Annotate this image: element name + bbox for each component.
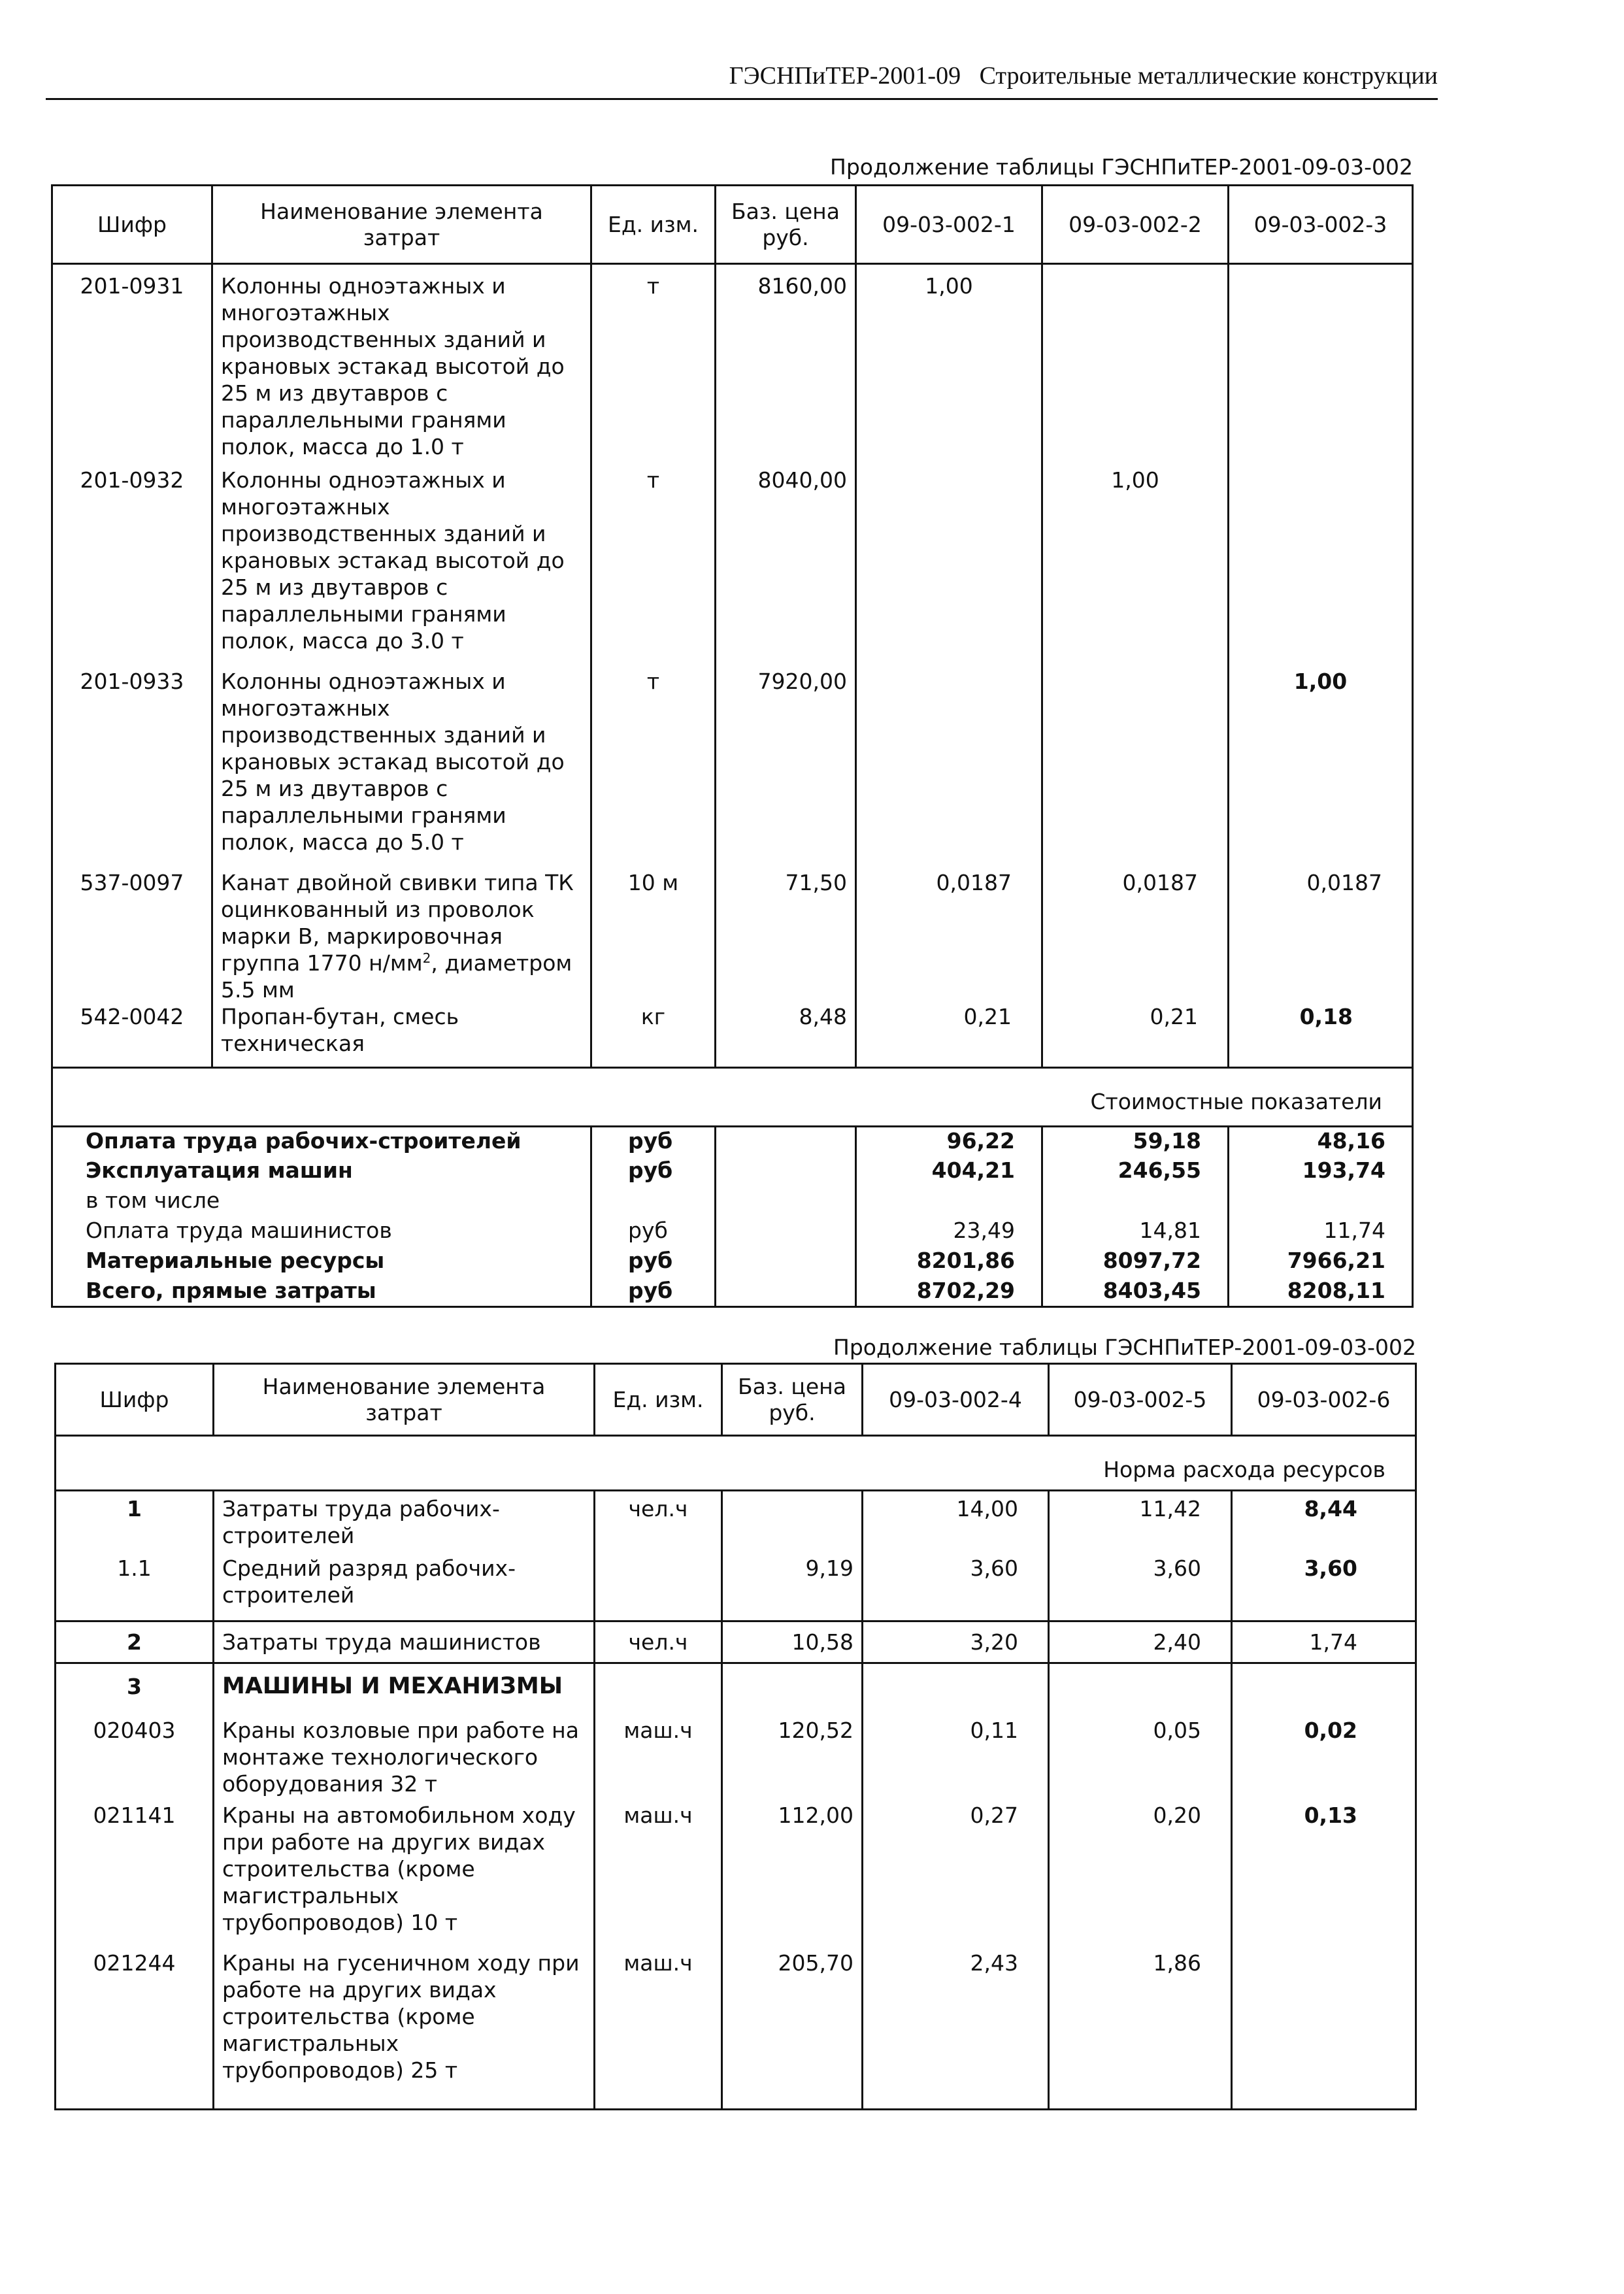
row-code: 201-0933 (52, 668, 212, 869)
table-row (56, 1950, 1416, 2110)
row-unit: маш.ч (595, 1950, 722, 2110)
cost-empty (716, 1217, 856, 1247)
cost-value-2: 246,55 (1042, 1157, 1229, 1187)
cost-empty (716, 1157, 856, 1187)
row-name: Краны козловые при работе на монтаже технологического оборудования 32 т (214, 1708, 595, 1802)
table-row (52, 467, 1413, 668)
cost-empty (1042, 1187, 1229, 1217)
row-value-3 (1229, 264, 1413, 467)
section-title: МАШИНЫ И МЕХАНИЗМЫ (214, 1663, 595, 1708)
cost-value-3: 8208,11 (1229, 1277, 1413, 1307)
row-value-1: 0,11 (863, 1708, 1049, 1802)
header-price: Баз. цена руб. (716, 186, 856, 264)
cost-label: в том числе (52, 1187, 591, 1217)
table2-header-row (56, 1364, 1416, 1436)
row-name: Пропан-бутан, смесь техническая (212, 1003, 591, 1068)
header-name: Наименование элемента затрат (212, 186, 591, 264)
row-price: 8,48 (716, 1003, 856, 1068)
row-value-1: 0,21 (856, 1003, 1042, 1068)
row-value-2 (1042, 264, 1229, 467)
cost-empty (856, 1187, 1042, 1217)
table1-header-row (52, 186, 1413, 264)
table-row (56, 1621, 1416, 1663)
table-row (52, 869, 1413, 1003)
row-unit: т (591, 668, 716, 869)
row-price: 7920,00 (716, 668, 856, 869)
cost-label: Оплата труда рабочих-строителей (52, 1127, 591, 1157)
row-value-3: 0,02 (1232, 1708, 1416, 1802)
table-row (56, 1708, 1416, 1802)
header-name: Наименование элемента затрат (214, 1364, 595, 1436)
row-value-3: 8,44 (1232, 1491, 1416, 1555)
row-price (722, 1663, 863, 1708)
table-row (52, 668, 1413, 869)
header-unit: Ед. изм. (595, 1364, 722, 1436)
row-unit: маш.ч (595, 1708, 722, 1802)
cost-value-3: 48,16 (1229, 1127, 1413, 1157)
row-unit: чел.ч (595, 1491, 722, 1555)
cost-empty (591, 1187, 716, 1217)
cost-value-1: 96,22 (856, 1127, 1042, 1157)
row-value-2: 1,00 (1042, 467, 1229, 668)
row-code: 201-0931 (52, 264, 212, 467)
header-unit: Ед. изм. (591, 186, 716, 264)
row-value-2: 11,42 (1049, 1491, 1232, 1555)
row-value-3 (1229, 467, 1413, 668)
table1-caption: Продолжение таблицы ГЭСНПиТЕР-2001-09-03-002 (830, 154, 1414, 180)
header-col-3: 09-03-002-3 (1229, 186, 1413, 264)
cost-label: Материальные ресурсы (52, 1247, 591, 1277)
cost-unit: руб (591, 1127, 716, 1157)
cost-value-3: 193,74 (1229, 1157, 1413, 1187)
row-unit: маш.ч (595, 1802, 722, 1950)
row-value-3: 0,13 (1232, 1802, 1416, 1950)
cost-value-2: 8403,45 (1042, 1277, 1229, 1307)
table1 (51, 184, 1414, 1308)
row-price (722, 1491, 863, 1555)
row-value-3 (1232, 1663, 1416, 1708)
row-name: Краны на гусеничном ходу при работе на других видах строительства (кроме магистральных трубопроводов) 25 т (214, 1950, 595, 2110)
row-price: 8040,00 (716, 467, 856, 668)
cost-value-2: 14,81 (1042, 1217, 1229, 1247)
page-header-text: ГЭСНПиТЕР-2001-09 Строительные металлические конструкции (729, 62, 1438, 90)
cost-label: Эксплуатация машин (52, 1157, 591, 1187)
row-name-text-end: , диаметром 5.5 мм (221, 950, 572, 1003)
row-value-3 (1232, 1950, 1416, 2110)
row-value-1 (863, 1663, 1049, 1708)
cost-empty (716, 1127, 856, 1157)
header-col-6: 09-03-002-6 (1232, 1364, 1416, 1436)
cost-empty (716, 1277, 856, 1307)
row-value-1: 0,0187 (856, 869, 1042, 1003)
row-code: 537-0097 (52, 869, 212, 1003)
row-price: 8160,00 (716, 264, 856, 467)
row-value-3: 3,60 (1232, 1555, 1416, 1621)
cost-unit: руб (591, 1217, 716, 1247)
table-row (52, 1127, 1413, 1157)
cost-unit: руб (591, 1277, 716, 1307)
row-unit (595, 1663, 722, 1708)
header-col-4: 09-03-002-4 (863, 1364, 1049, 1436)
row-name: Колонны одноэтажных и многоэтажных производственных зданий и крановых эстакад высотой до 25 м из двутавров с параллельными гранями полок, масса до 3.0 т (212, 467, 591, 668)
row-value-1: 1,00 (856, 264, 1042, 467)
row-price: 120,52 (722, 1708, 863, 1802)
row-price: 205,70 (722, 1950, 863, 2110)
table-row (52, 1217, 1413, 1247)
cost-empty (716, 1187, 856, 1217)
row-name: Затраты труда машинистов (214, 1621, 595, 1663)
table-row (56, 1491, 1416, 1555)
row-value-2 (1049, 1663, 1232, 1708)
row-code: 201-0932 (52, 467, 212, 668)
table-row (52, 264, 1413, 467)
row-value-2: 0,05 (1049, 1708, 1232, 1802)
table-row (56, 1802, 1416, 1950)
row-name: Колонны одноэтажных и многоэтажных производственных зданий и крановых эстакад высотой до 25 м из двутавров с параллельными гранями полок, масса до 5.0 т (212, 668, 591, 869)
row-name: Средний разряд рабочих-строителей (214, 1555, 595, 1621)
table-row (52, 1187, 1413, 1217)
row-name (212, 869, 591, 1003)
table2 (54, 1363, 1417, 2110)
row-value-2: 2,40 (1049, 1621, 1232, 1663)
cost-note: Стоимостные показатели (52, 1068, 1413, 1127)
section-row (56, 1663, 1416, 1708)
row-price: 10,58 (722, 1621, 863, 1663)
cost-value-3: 7966,21 (1229, 1247, 1413, 1277)
norm-note: Норма расхода ресурсов (56, 1436, 1416, 1491)
row-code: 1.1 (56, 1555, 214, 1621)
row-value-1: 3,20 (863, 1621, 1049, 1663)
cost-value-2: 59,18 (1042, 1127, 1229, 1157)
row-unit: 10 м (591, 869, 716, 1003)
row-price: 9,19 (722, 1555, 863, 1621)
row-value-1: 14,00 (863, 1491, 1049, 1555)
header-code: Шифр (56, 1364, 214, 1436)
row-name-superscript: 2 (422, 950, 431, 966)
row-code: 3 (56, 1663, 214, 1708)
row-value-3: 0,18 (1229, 1003, 1413, 1068)
row-value-2 (1042, 668, 1229, 869)
table-row (52, 1247, 1413, 1277)
cost-empty (1229, 1187, 1413, 1217)
row-value-1: 2,43 (863, 1950, 1049, 2110)
cost-value-1: 8702,29 (856, 1277, 1042, 1307)
row-value-2: 0,0187 (1042, 869, 1229, 1003)
row-unit: кг (591, 1003, 716, 1068)
cost-value-1: 8201,86 (856, 1247, 1042, 1277)
cost-empty (716, 1247, 856, 1277)
row-unit (595, 1555, 722, 1621)
row-unit: т (591, 264, 716, 467)
cost-value-3: 11,74 (1229, 1217, 1413, 1247)
row-code: 020403 (56, 1708, 214, 1802)
row-value-3: 1,74 (1232, 1621, 1416, 1663)
table-row (52, 1157, 1413, 1187)
cost-unit: руб (591, 1157, 716, 1187)
cost-value-2: 8097,72 (1042, 1247, 1229, 1277)
row-code: 1 (56, 1491, 214, 1555)
row-value-1: 3,60 (863, 1555, 1049, 1621)
row-value-3: 0,0187 (1229, 869, 1413, 1003)
header-price: Баз. цена руб. (722, 1364, 863, 1436)
cost-value-1: 23,49 (856, 1217, 1042, 1247)
header-col-2: 09-03-002-2 (1042, 186, 1229, 264)
row-value-1: 0,27 (863, 1802, 1049, 1950)
table-row (52, 1003, 1413, 1068)
row-value-2: 3,60 (1049, 1555, 1232, 1621)
cost-value-1: 404,21 (856, 1157, 1042, 1187)
row-code: 2 (56, 1621, 214, 1663)
cost-label: Оплата труда машинистов (52, 1217, 591, 1247)
row-name: Колонны одноэтажных и многоэтажных производственных зданий и крановых эстакад высотой до 25 м из двутавров с параллельными гранями полок, масса до 1.0 т (212, 264, 591, 467)
row-name: Краны на автомобильном ходу при работе на других видах строительства (кроме магистральных трубопроводов) 10 т (214, 1802, 595, 1950)
cost-label: Всего, прямые затраты (52, 1277, 591, 1307)
row-value-1 (856, 668, 1042, 869)
row-value-2: 1,86 (1049, 1950, 1232, 2110)
header-col-5: 09-03-002-5 (1049, 1364, 1232, 1436)
row-price: 71,50 (716, 869, 856, 1003)
row-value-3: 1,00 (1229, 668, 1413, 869)
header-code: Шифр (52, 186, 212, 264)
row-unit: чел.ч (595, 1621, 722, 1663)
row-code: 021141 (56, 1802, 214, 1950)
header-col-1: 09-03-002-1 (856, 186, 1042, 264)
row-price: 112,00 (722, 1802, 863, 1950)
cost-note-row (52, 1068, 1413, 1127)
row-code: 021244 (56, 1950, 214, 2110)
row-value-1 (856, 467, 1042, 668)
norm-note-row (56, 1436, 1416, 1491)
page-header (46, 52, 1438, 100)
row-name-text: Канат двойной свивки типа ТК оцинкованный из проволок марки В, маркировочная группа 1770 н/мм (221, 869, 574, 976)
row-name: Затраты труда рабочих-строителей (214, 1491, 595, 1555)
row-unit: т (591, 467, 716, 668)
table-row (52, 1277, 1413, 1307)
row-code: 542-0042 (52, 1003, 212, 1068)
table2-caption: Продолжение таблицы ГЭСНПиТЕР-2001-09-03-002 (833, 1335, 1417, 1360)
row-value-2: 0,21 (1042, 1003, 1229, 1068)
table-row (56, 1555, 1416, 1621)
cost-unit: руб (591, 1247, 716, 1277)
row-value-2: 0,20 (1049, 1802, 1232, 1950)
